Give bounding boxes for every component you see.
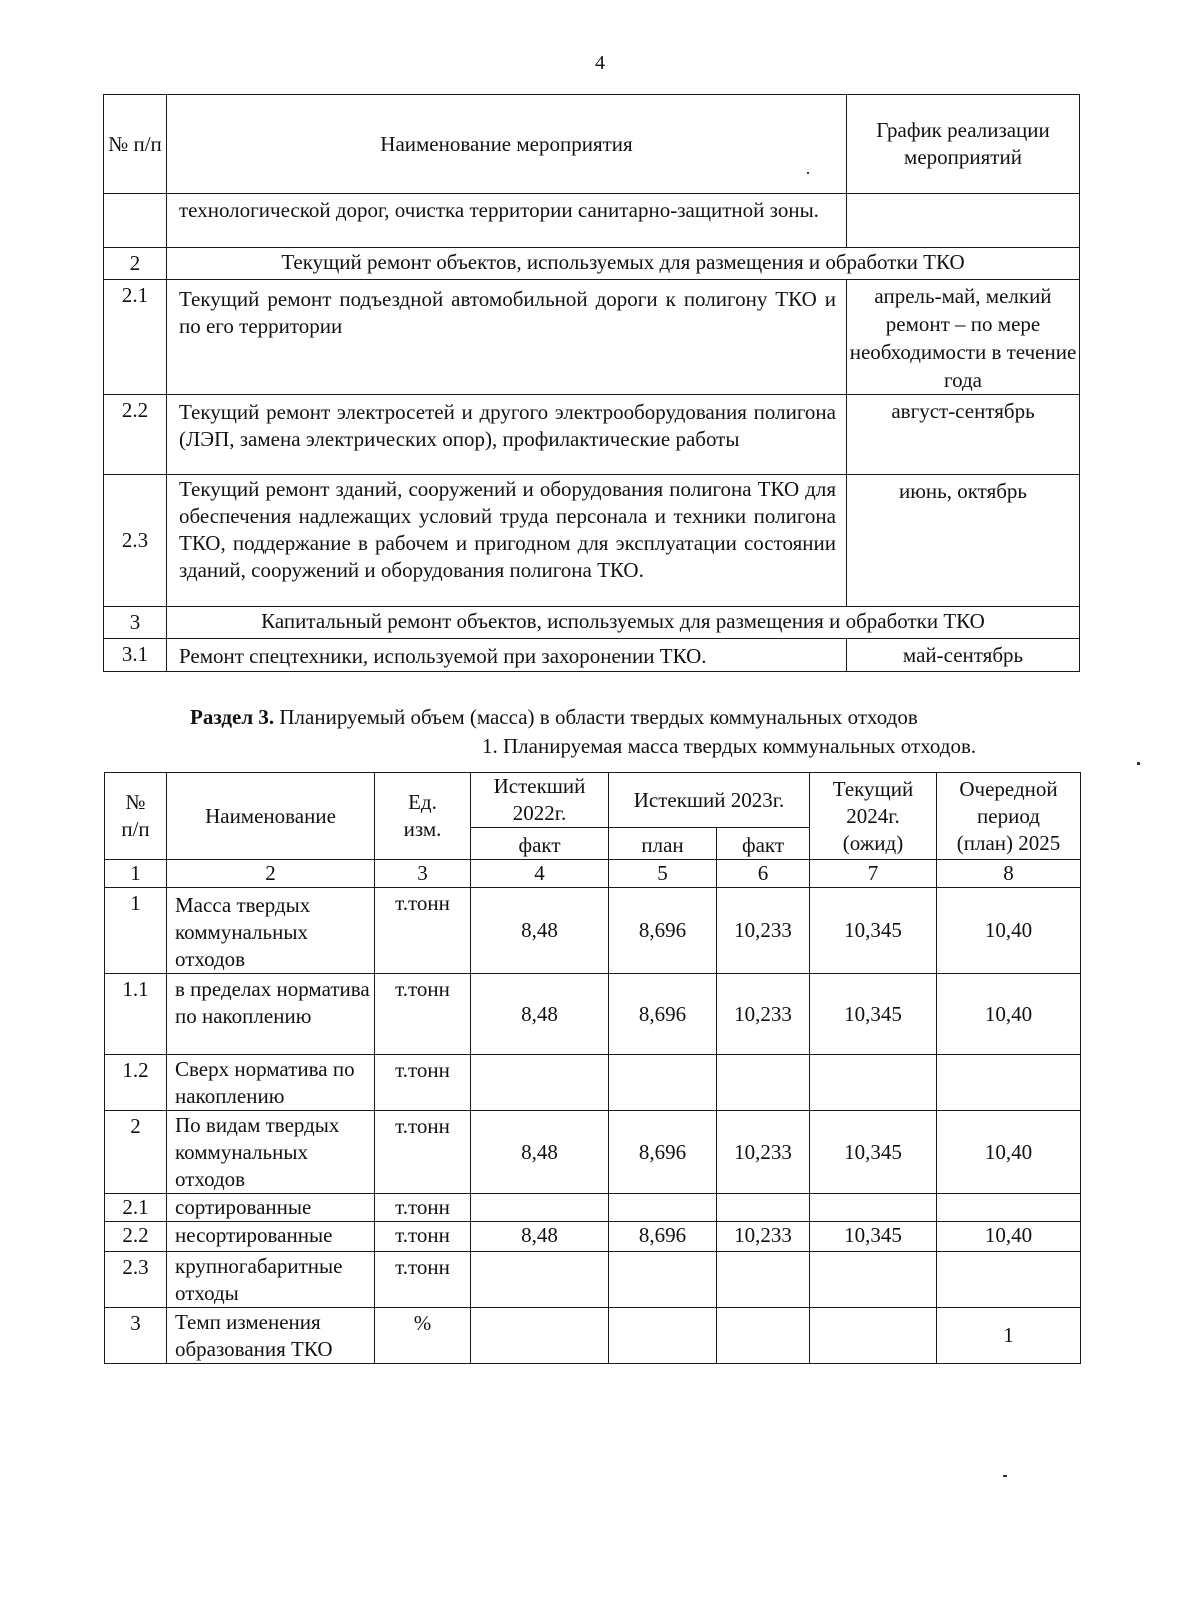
value-2023-fact: 10,233 — [717, 888, 810, 974]
header-unit: Ед. изм. — [375, 773, 471, 860]
row-name: Темп изменения образования ТКО — [167, 1308, 375, 1364]
table-row — [105, 1252, 1081, 1308]
row-num: 2.2 — [104, 395, 167, 475]
value-2023-plan: 8,696 — [609, 1222, 717, 1252]
table-header-row — [105, 773, 1081, 828]
table-row — [104, 194, 1080, 248]
row-name: Масса твердых коммунальных отходов — [167, 888, 375, 974]
header-num: № п/п — [105, 773, 167, 860]
section-title: Текущий ремонт объектов, используемых для размещения и обработки ТКО — [167, 248, 1080, 280]
row-name: Ремонт спецтехники, используемой при захоронении ТКО. — [167, 639, 847, 672]
table-caption: 1. Планируемая масса твердых коммунальных отходов. — [482, 734, 977, 758]
page-number: 4 — [595, 52, 605, 74]
row-num: 2.1 — [105, 1194, 167, 1222]
row-unit: т.тонн — [375, 1111, 471, 1194]
row-num: 1.2 — [105, 1055, 167, 1111]
value-2023-fact: 10,233 — [717, 974, 810, 1055]
row-num: 2.3 — [104, 475, 167, 607]
table-row — [104, 280, 1080, 395]
section-title: Планируемый объем (масса) в области твердых коммунальных отходов — [279, 705, 918, 729]
col-number: 4 — [471, 860, 609, 888]
row-num: 1 — [105, 888, 167, 974]
waste-mass-table — [104, 772, 1081, 1364]
row-unit: т.тонн — [375, 1222, 471, 1252]
row-name: сортированные — [167, 1194, 375, 1222]
section-row — [104, 607, 1080, 639]
section-title: Капитальный ремонт объектов, используемых для размещения и обработки ТКО — [167, 607, 1080, 639]
value-2025: 10,40 — [937, 1111, 1081, 1194]
row-name: Текущий ремонт зданий, сооружений и оборудования полигона ТКО для обеспечения надлежащих условий труда персонала и техники полигона ТКО, поддержание в рабочем и пригодном для эксплуатации состоянии зданий, сооружений и оборудования полигона ТКО. — [167, 475, 847, 607]
table-header-row — [104, 95, 1080, 194]
col-number: 2 — [167, 860, 375, 888]
row-schedule: август-сентябрь — [847, 395, 1080, 475]
scan-speck — [807, 172, 809, 174]
col-number: 1 — [105, 860, 167, 888]
value-2025 — [937, 1252, 1081, 1308]
row-name: в пределах норматива по накоплению — [167, 974, 375, 1055]
row-schedule: июнь, октябрь — [847, 475, 1080, 607]
value-2023-plan: 8,696 — [609, 888, 717, 974]
value-2022-fact: 8,48 — [471, 974, 609, 1055]
row-num: 2.1 — [104, 280, 167, 395]
value-2023-plan — [609, 1252, 717, 1308]
row-name: Текущий ремонт подъездной автомобильной дороги к полигону ТКО и по его территории — [167, 280, 847, 395]
header-num: № п/п — [104, 95, 167, 194]
column-number-row — [105, 860, 1081, 888]
row-num: 2 — [105, 1111, 167, 1194]
section-label: Раздел 3. — [190, 705, 275, 729]
value-2022-fact — [471, 1194, 609, 1222]
value-2023-fact: 10,233 — [717, 1111, 810, 1194]
value-2023-fact — [717, 1055, 810, 1111]
value-2022-fact — [471, 1055, 609, 1111]
value-2024: 10,345 — [810, 974, 937, 1055]
table-row — [105, 1055, 1081, 1111]
header-fact-2022: факт — [471, 828, 609, 860]
value-2022-fact — [471, 1308, 609, 1364]
table-row — [105, 1308, 1081, 1364]
value-2023-plan: 8,696 — [609, 974, 717, 1055]
col-number: 5 — [609, 860, 717, 888]
row-schedule — [847, 194, 1080, 248]
value-2024 — [810, 1252, 937, 1308]
row-name: крупногабаритные отходы — [167, 1252, 375, 1308]
value-2023-fact — [717, 1194, 810, 1222]
row-num — [104, 194, 167, 248]
row-name: технологической дорог, очистка территории санитарно-защитной зоны. — [167, 194, 847, 248]
value-2025: 10,40 — [937, 1222, 1081, 1252]
row-num: 2.2 — [105, 1222, 167, 1252]
row-unit: т.тонн — [375, 1252, 471, 1308]
value-2024 — [810, 1194, 937, 1222]
col-number: 6 — [717, 860, 810, 888]
header-2022: Истекший 2022г. — [471, 773, 609, 828]
row-schedule: май-сентябрь — [847, 639, 1080, 672]
header-2023: Истекший 2023г. — [609, 773, 810, 828]
value-2023-plan — [609, 1308, 717, 1364]
measures-table — [103, 94, 1080, 672]
section-heading — [190, 705, 918, 730]
table-row — [105, 1194, 1081, 1222]
row-num: 2 — [104, 248, 167, 280]
row-unit: т.тонн — [375, 974, 471, 1055]
table-row — [105, 1222, 1081, 1252]
scan-speck — [1137, 762, 1140, 765]
value-2023-plan — [609, 1055, 717, 1111]
value-2025 — [937, 1055, 1081, 1111]
table-row — [105, 888, 1081, 974]
col-number: 3 — [375, 860, 471, 888]
value-2024: 10,345 — [810, 1111, 937, 1194]
header-schedule: График реализации мероприятий — [847, 95, 1080, 194]
table-row — [104, 475, 1080, 607]
value-2023-plan: 8,696 — [609, 1111, 717, 1194]
header-2024: Текущий 2024г. (ожид) — [810, 773, 937, 860]
row-unit: т.тонн — [375, 1055, 471, 1111]
header-fact-2023: факт — [717, 828, 810, 860]
value-2025: 10,40 — [937, 888, 1081, 974]
col-number: 8 — [937, 860, 1081, 888]
row-num: 3 — [104, 607, 167, 639]
value-2024: 10,345 — [810, 1222, 937, 1252]
value-2023-plan — [609, 1194, 717, 1222]
table-row — [104, 639, 1080, 672]
scan-speck — [1003, 1475, 1007, 1477]
value-2024 — [810, 1308, 937, 1364]
value-2024: 10,345 — [810, 888, 937, 974]
table-row — [105, 974, 1081, 1055]
row-name: По видам твердых коммунальных отходов — [167, 1111, 375, 1194]
row-unit: т.тонн — [375, 888, 471, 974]
value-2023-fact — [717, 1252, 810, 1308]
row-unit: т.тонн — [375, 1194, 471, 1222]
value-2023-fact: 10,233 — [717, 1222, 810, 1252]
row-name: несортированные — [167, 1222, 375, 1252]
value-2024 — [810, 1055, 937, 1111]
table-row — [105, 1111, 1081, 1194]
value-2025 — [937, 1194, 1081, 1222]
value-2022-fact — [471, 1252, 609, 1308]
section-row — [104, 248, 1080, 280]
row-name: Текущий ремонт электросетей и другого электрооборудования полигона (ЛЭП, замена электрических опор), профилактические работы — [167, 395, 847, 475]
col-number: 7 — [810, 860, 937, 888]
value-2025: 1 — [937, 1308, 1081, 1364]
value-2022-fact: 8,48 — [471, 1111, 609, 1194]
row-num: 2.3 — [105, 1252, 167, 1308]
row-schedule: апрель-май, мелкий ремонт – по мере необходимости в течение года — [847, 280, 1080, 395]
row-num: 1.1 — [105, 974, 167, 1055]
header-plan-2023: план — [609, 828, 717, 860]
value-2023-fact — [717, 1308, 810, 1364]
row-unit: % — [375, 1308, 471, 1364]
row-num: 3 — [105, 1308, 167, 1364]
row-num: 3.1 — [104, 639, 167, 672]
header-name: Наименование мероприятия — [167, 95, 847, 194]
header-2025: Очередной период (план) 2025 — [937, 773, 1081, 860]
header-name: Наименование — [167, 773, 375, 860]
value-2022-fact: 8,48 — [471, 1222, 609, 1252]
table-row — [104, 395, 1080, 475]
value-2025: 10,40 — [937, 974, 1081, 1055]
row-name: Сверх норматива по накоплению — [167, 1055, 375, 1111]
value-2022-fact: 8,48 — [471, 888, 609, 974]
